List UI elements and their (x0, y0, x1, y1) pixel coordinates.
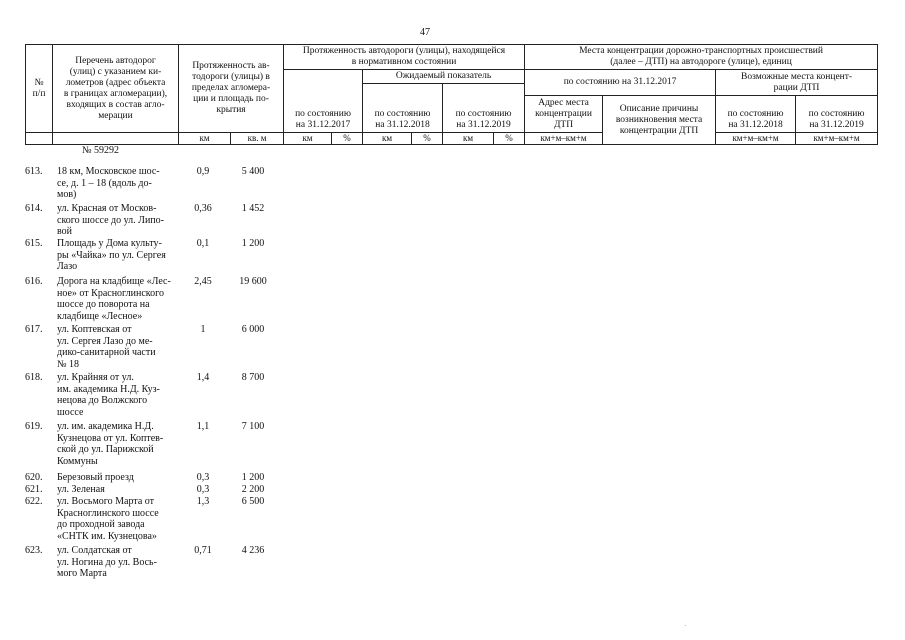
continuation-text: № 59292 (82, 145, 120, 156)
area-sq-m: 1 452 (241, 203, 265, 214)
page-number: 47 (420, 27, 430, 38)
area-sq-m: 1 200 (241, 238, 265, 249)
road-name: Березовый проезд (57, 472, 134, 483)
unit-pct-2018: % (412, 133, 443, 145)
length-km: 2,45 (194, 276, 212, 287)
road-name: ул. Коптевская от ул. Сергея Лазо до ме- дико-санитарной части № 18 (57, 324, 156, 370)
header-num: № п/п (26, 45, 53, 133)
row-number: 615. (25, 238, 43, 249)
road-name: Дорога на кладбище «Лес- ное» от Красноглинского шоссе до поворота на кладбище «Лесное» (57, 276, 171, 322)
unit-km-2017: км (284, 133, 332, 145)
unit-km-m-address: км+м–км+м (525, 133, 603, 145)
header-status-2017: по состоянию на 31.12.2017 (284, 70, 363, 133)
road-name: ул. Крайняя от ул. им. академика Н.Д. Куз- нецова до Волжского шоссе (57, 372, 160, 418)
length-km: 1,4 (196, 372, 210, 383)
length-km: 1 (200, 324, 206, 335)
header-status-2019: по состоянию на 31.12.2019 (443, 84, 525, 133)
unit-empty-roads (53, 133, 179, 145)
road-name: ул. им. академика Н.Д. Кузнецова от ул. Коптев- ской до ул. Парижской Коммуны (57, 421, 164, 467)
road-name: ул. Солдатская от ул. Ногина до ул. Вось- мого Марта (57, 545, 157, 579)
road-name: ул. Красная от Москов- ского шоссе до ул. Липо- вой (57, 203, 164, 237)
unit-km: км (179, 133, 231, 145)
row-number: 613. (25, 166, 43, 177)
road-name: ул. Восьмого Марта от Красноглинского шоссе до проходной завода «СНТК им. Кузнецова» (57, 496, 159, 542)
road-name: ул. Зеленая (57, 484, 105, 495)
length-km: 0,3 (196, 472, 210, 483)
area-sq-m: 4 236 (241, 545, 265, 556)
row-number: 622. (25, 496, 43, 507)
road-name: Площадь у Дома культу- ры «Чайка» по ул. Сергея Лазо (57, 238, 166, 272)
header-status-2018: по состоянию на 31.12.2018 (363, 84, 443, 133)
unit-km-m-2018: км+м–км+м (716, 133, 796, 145)
header-dtp-2019: по состоянию на 31.12.2019 (796, 96, 878, 133)
table-header (25, 44, 878, 145)
header-dtp-address: Адрес места концентрации ДТП (525, 96, 603, 133)
scan-mark: · (684, 622, 687, 630)
area-sq-m: 8 700 (241, 372, 265, 383)
unit-empty-num (26, 133, 53, 145)
row-number: 623. (25, 545, 43, 556)
area-sq-m: 6 500 (241, 496, 265, 507)
header-expected: Ожидаемый показатель (363, 70, 525, 84)
row-number: 620. (25, 472, 43, 483)
length-km: 0,9 (196, 166, 210, 177)
area-sq-m: 1 200 (241, 472, 265, 483)
area-sq-m: 7 100 (241, 421, 265, 432)
row-number: 621. (25, 484, 43, 495)
area-sq-m: 6 000 (241, 324, 265, 335)
header-dtp-possible: Возможные места концент- рации ДТП (716, 70, 878, 96)
header-roads: Перечень автодорог (улиц) с указанием ки- лометров (адрес объекта в границах агломерации), входящих в состав агло- мерации (53, 45, 179, 133)
length-km: 1,1 (196, 421, 210, 432)
unit-pct-2017: % (332, 133, 363, 145)
row-number: 614. (25, 203, 43, 214)
length-km: 0,36 (194, 203, 212, 214)
area-sq-m: 2 200 (241, 484, 265, 495)
header-dtp-2018: по состоянию на 31.12.2018 (716, 96, 796, 133)
unit-km-2018: км (363, 133, 412, 145)
header-length: Протяженность ав- тодороги (улицы) в пределах агломера- ции и площадь по- крытия (179, 45, 284, 133)
row-number: 617. (25, 324, 43, 335)
header-normative: Протяженность автодороги (улицы), находящейся в нормативном состоянии (284, 45, 525, 70)
area-sq-m: 19 600 (239, 276, 267, 287)
unit-km-m-2019: км+м–км+м (796, 133, 878, 145)
road-name: 18 км, Московское шос- се, д. 1 – 18 (вдоль до- мов) (57, 166, 160, 200)
header-dtp-status-2017: по состоянию на 31.12.2017 (525, 70, 716, 96)
header-dtp-reason: Описание причины возникновения места концентрации ДТП (603, 96, 716, 145)
area-sq-m: 5 400 (241, 166, 265, 177)
row-number: 618. (25, 372, 43, 383)
unit-km-2019: км (443, 133, 494, 145)
length-km: 0,3 (196, 484, 210, 495)
row-number: 616. (25, 276, 43, 287)
row-number: 619. (25, 421, 43, 432)
length-km: 0,1 (196, 238, 210, 249)
header-dtp: Места концентрации дорожно-транспортных происшествий (далее – ДТП) на автодороге (улице), единиц (525, 45, 878, 70)
length-km: 1,3 (196, 496, 210, 507)
length-km: 0,71 (194, 545, 212, 556)
unit-sq-m: кв. м (231, 133, 284, 145)
unit-pct-2019: % (494, 133, 525, 145)
